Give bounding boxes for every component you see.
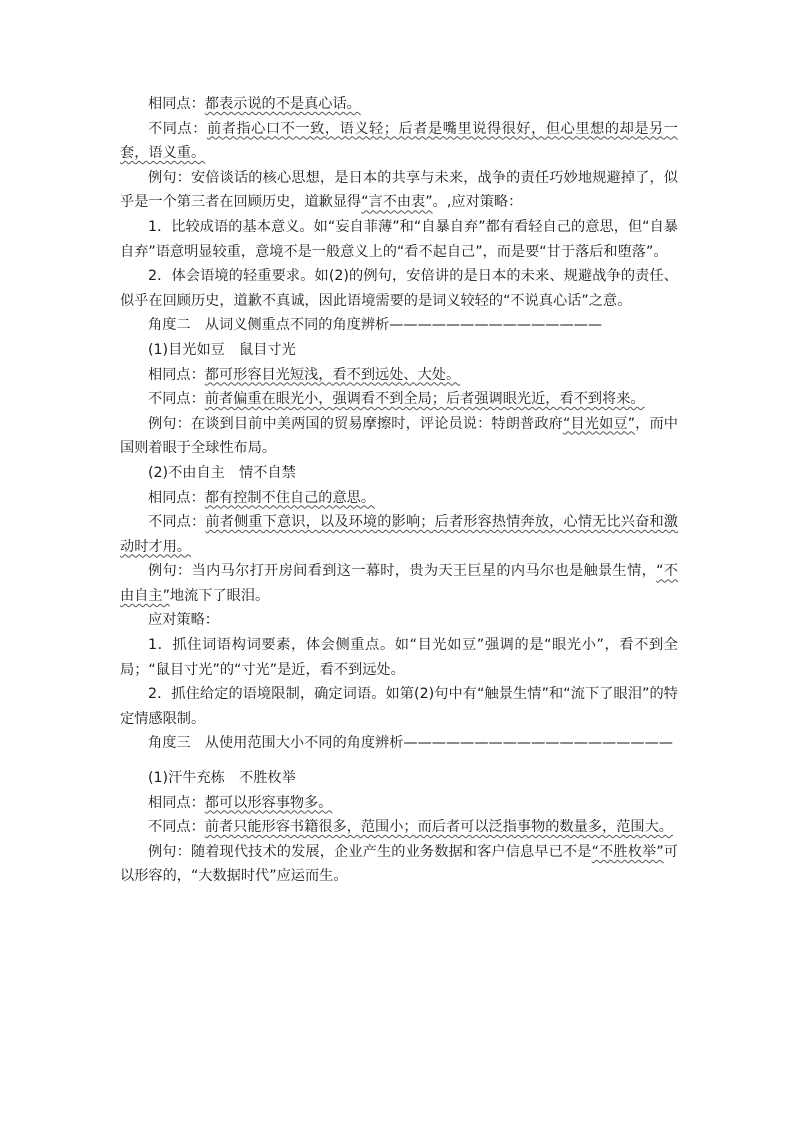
paragraph-similarity (120, 92, 678, 117)
text-difference: 前者偏重在眼光小，强调看不到全局；后者强调眼光近，看不到将来。 (204, 391, 645, 408)
text-example-quote: “不由自主” (120, 563, 678, 604)
item-2-difference (120, 510, 678, 559)
item-1-difference (120, 387, 678, 412)
section-heading-angle-3: 角度三 从使用范围大小不同的角度辨析——————————————————— (148, 735, 673, 752)
text-example-quote: “不胜枚举” (591, 843, 664, 860)
text-difference: 前者指心口不一致，语义轻；后者是嘴里说得很好，但心里想的却是另一套，语义重。 (120, 120, 678, 162)
paragraph-example (120, 166, 678, 215)
text-example-a: 安倍谈话的核心思想，是日本的共享与未来，战争的责任巧妙地规避掉了，似乎是一个第三者在回顾历史，道歉显得 (120, 169, 678, 211)
item-3-example (120, 840, 678, 889)
label-similarity: 相同点： (148, 794, 205, 811)
text-example-b: 可以形容的，“大数据时代”应运而生。 (120, 843, 678, 885)
item-3-difference (120, 815, 678, 840)
text-example-quote: “目光如豆” (562, 415, 636, 432)
text-similarity: 都可形容目光短浅，看不到远处、大处。 (204, 366, 461, 383)
text-example-a: 在谈到目前中美两国的贸易摩擦时，评论员说：特朗普政府 (190, 415, 563, 432)
item-3-similarity (120, 791, 678, 816)
text-example-a: 当内马尔打开房间看到这一幕时，贵为天王巨星的内马尔也是触景生情， (191, 563, 657, 580)
paragraph-difference (120, 117, 678, 166)
label-similarity: 相同点： (148, 96, 205, 112)
label-example: 例句： (148, 415, 191, 432)
label-example: 例句： (148, 169, 191, 186)
label-similarity: 相同点： (148, 489, 205, 506)
label-similarity: 相同点： (148, 366, 205, 383)
text-similarity: 都有控制不住自己的意思。 (204, 489, 376, 506)
label-example: 例句： (148, 563, 192, 580)
label-difference: 不同点： (148, 391, 205, 408)
label-difference: 不同点： (148, 120, 207, 137)
text-example-a: 随着现代技术的发展，企业产生的业务数据和客户信息早已不是 (190, 843, 592, 860)
strategy-item-1: 1．抓住词语构词要素，体会侧重点。如“目光如豆”强调的是“眼光小”，看不到全局；“鼠目寸光”的“寸光”是近，看不到远处。 (120, 637, 678, 678)
item-2-title: (2)不由自主 情不自禁 (148, 464, 296, 481)
paragraph-strategy-1: 1．比较成语的基本意义。如“妄自菲薄”和“自暴自弃”都有看轻自己的意思，但“自暴自弃”语意明显较重，意境不是一般意义上的“看不起自己”，而是要“甘于落后和堕落”。 (120, 218, 678, 260)
label-difference: 不同点： (148, 514, 206, 531)
strategy-item-2: 2．抓住给定的语境限制，确定词语。如第(2)句中有“触景生情”和“流下了眼泪”的特定情感限制。 (120, 686, 678, 727)
text-example-b: ，而中国则着眼于全球性布局。 (120, 415, 678, 457)
item-3-title: (1)汗牛充栋 不胜枚举 (148, 770, 296, 787)
paragraph-strategy-2: 2．体会语境的轻重要求。如(2)的例句，安倍讲的是日本的未来、规避战争的责任、似乎在回顾历史，道歉不真诚，因此语境需要的是词义较轻的“不说真心话”之意。 (120, 268, 678, 309)
item-2-example (120, 559, 678, 608)
text-difference: 前者侧重下意识，以及环境的影响；后者形容热情奔放，心情无比兴奋和激动时才用。 (120, 514, 678, 555)
item-2-similarity (120, 486, 678, 511)
text-similarity: 都可以形容事物多。 (204, 794, 333, 811)
item-1-example (120, 412, 678, 461)
item-1-similarity (120, 363, 678, 388)
label-example: 例句： (148, 843, 191, 860)
text-example-quote: “言不由衷” (361, 194, 433, 211)
item-1-title: (1)目光如豆 鼠目寸光 (148, 341, 296, 358)
strategy-heading: 应对策略： (148, 612, 219, 629)
section-heading-angle-2: 角度二 从词义侧重点不同的角度辨析——————————————— (148, 317, 603, 334)
text-example-b: 地流下了眼泪。 (169, 587, 270, 604)
text-similarity: 都表示说的不是真心话。 (204, 96, 361, 112)
text-example-b: 。,应对策略： (432, 194, 523, 211)
text-difference: 前者只能形容书籍很多，范围小；而后者可以泛指事物的数量多，范围大。 (204, 819, 673, 836)
label-difference: 不同点： (148, 819, 205, 836)
document-page (120, 92, 678, 889)
